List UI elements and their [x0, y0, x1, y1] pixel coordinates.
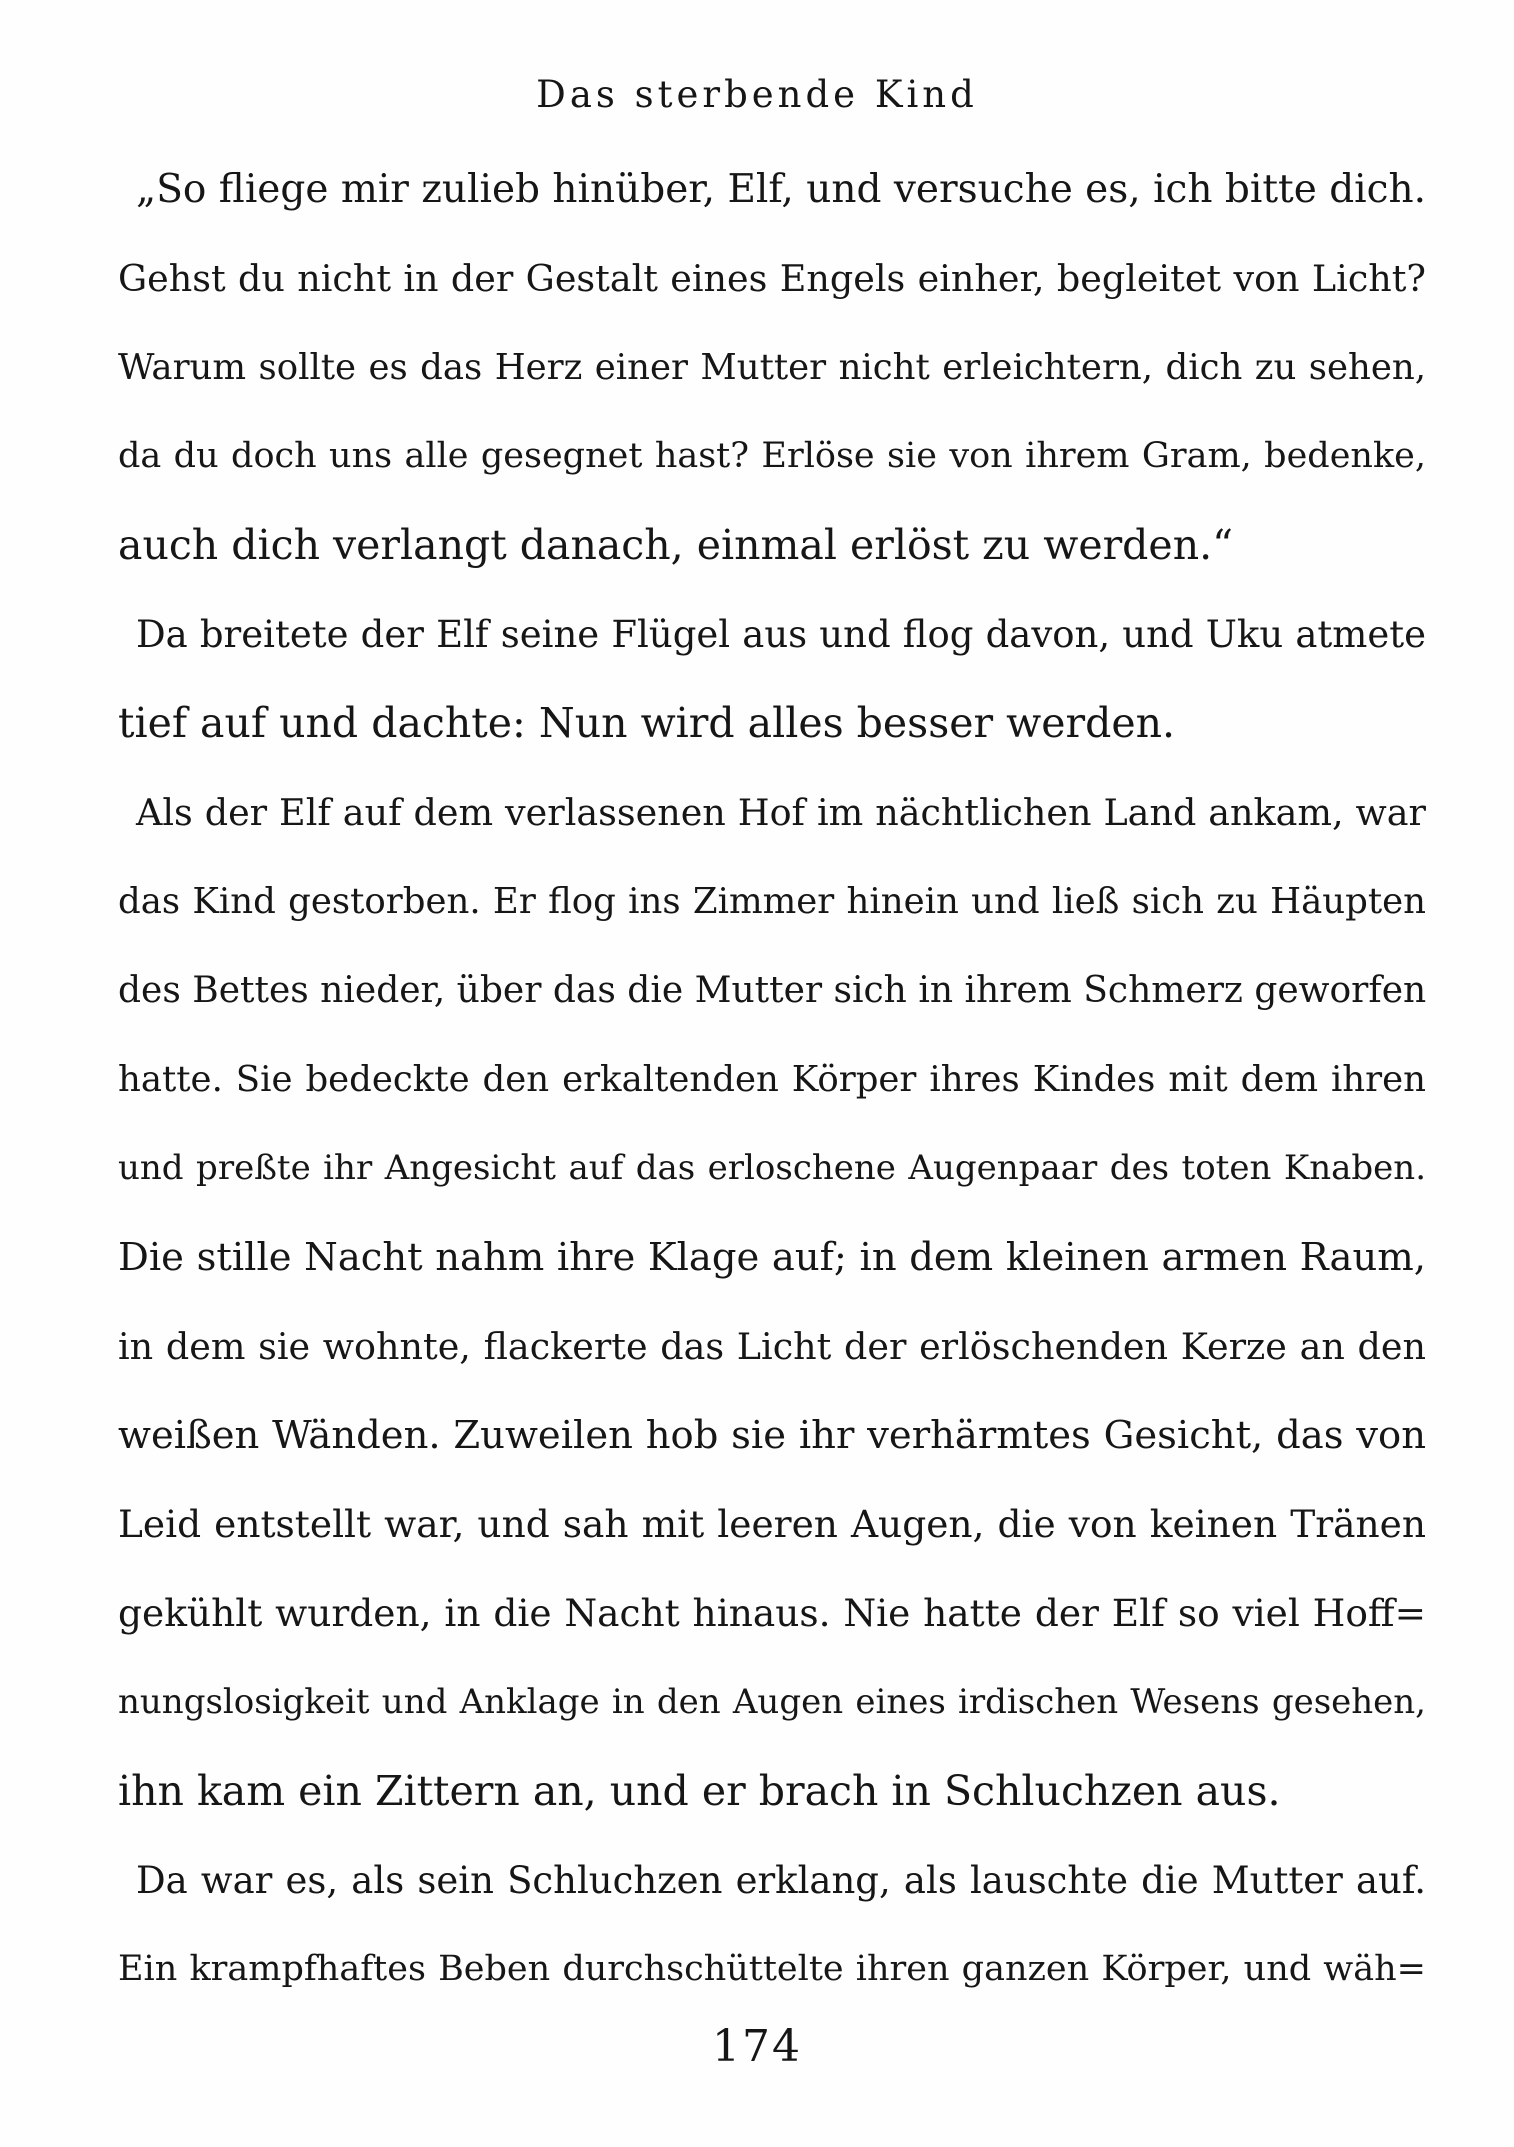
paragraph-3 [118, 768, 1426, 1836]
paragraph-2 [118, 590, 1426, 768]
text-line: ihn kam ein Zittern an, und er brach in Schluchzen aus. [118, 1767, 1281, 1815]
text-line: in dem sie wohnte, flackerte das Licht der erlöschenden Kerze an den [118, 1325, 1426, 1368]
body-text [118, 145, 1426, 2014]
page-number: 174 [712, 2021, 802, 2072]
text-line: Da war es, als sein Schluchzen erklang, als lauschte die Mutter auf. [136, 1859, 1426, 1902]
text-line: Warum sollte es das Herz einer Mutter nicht erleichtern, dich zu sehen, [118, 347, 1426, 388]
text-line: Leid entstellt war, und sah mit leeren Augen, die von keinen Tränen [118, 1502, 1426, 1546]
paragraph-4 [118, 1836, 1426, 2014]
text-line: tief auf und dachte: Nun wird alles besser werden. [118, 699, 1176, 747]
text-line: Gehst du nicht in der Gestalt eines Engels einher, begleitet von Licht? [118, 257, 1426, 300]
text-line: auch dich verlangt danach, einmal erlöst zu werden.“ [118, 521, 1234, 569]
text-line: da du doch uns alle gesegnet hast? Erlöse sie von ihrem Gram, bedenke, [118, 436, 1426, 476]
text-line: Da breitete der Elf seine Flügel aus und flog davon, und Uku atmete [136, 613, 1426, 656]
text-line: gekühlt wurden, in die Nacht hinaus. Nie hatte der Elf so viel Hoff= [118, 1591, 1426, 1635]
text-line: das Kind gestorben. Er flog ins Zimmer hinein und ließ sich zu Häupten [118, 881, 1426, 922]
running-head: Das sterbende Kind [536, 73, 978, 116]
paragraph-1 [118, 145, 1426, 590]
text-line: nungslosigkeit und Anklage in den Augen eines irdischen Wesens gesehen, [118, 1682, 1426, 1722]
text-line: des Bettes nieder, über das die Mutter sich in ihrem Schmerz geworfen [118, 970, 1427, 1011]
text-line: Als der Elf auf dem verlassenen Hof im nächtlichen Land ankam, war [136, 791, 1426, 834]
text-line: und preßte ihr Angesicht auf das erloschene Augenpaar des toten Knaben. [118, 1148, 1426, 1188]
text-line: „So fliege mir zulieb hinüber, Elf, und versuche es, ich bitte dich. [136, 167, 1426, 212]
text-line: weißen Wänden. Zuweilen hob sie ihr verhärmtes Gesicht, das von [118, 1413, 1426, 1458]
text-line: Die stille Nacht nahm ihre Klage auf; in dem kleinen armen Raum, [118, 1235, 1426, 1280]
text-line: Ein krampfhaftes Beben durchschüttelte ihren ganzen Körper, und wäh= [118, 1949, 1426, 1989]
text-line: hatte. Sie bedeckte den erkaltenden Körper ihres Kindes mit dem ihren [118, 1059, 1426, 1100]
